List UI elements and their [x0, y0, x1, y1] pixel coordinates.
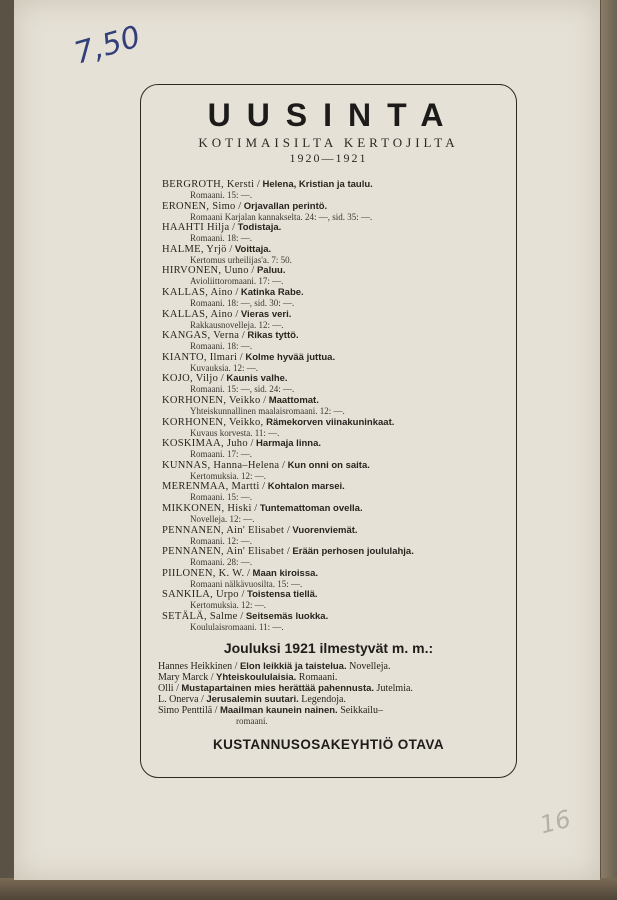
book-title: Harmaja linna.: [256, 438, 321, 450]
list-item: PENNANEN, Ain' Elisabet / Erään perhosen joululahja. Romaani. 28: —.: [162, 546, 507, 568]
list-item: MIKKONEN, Hiski / Tuntemattoman ovella. Novelleja. 12: —.: [162, 503, 507, 525]
author-name: HAAHTI Hilja: [162, 222, 230, 234]
author-name: KANGAS, Verna: [162, 330, 240, 342]
author-name: Simo Penttilä: [158, 705, 213, 716]
list-item: HALME, Yrjö / Voittaja. Kertomus urheilijas'a. 7: 50.: [162, 244, 507, 266]
book-details: Romaani. 17: —.: [190, 449, 252, 460]
author-name: KUNNAS, Hanna–Helena: [162, 459, 280, 471]
book-details: Rakkausnovelleja. 12: —.: [190, 319, 284, 330]
publisher-name: KUSTANNUSOSAKEYHTIÖ OTAVA: [212, 737, 444, 752]
book-title: Toistensa tiellä.: [246, 589, 318, 601]
upcoming-item: Olli / Mustapartainen mies herättää pahennusta. Jutelmia.: [158, 683, 413, 694]
list-item: KANGAS, Verna / Rikas tyttö. Romaani. 18: —.: [162, 330, 507, 352]
author-name: PIILONEN, K. W.: [162, 567, 245, 579]
author-name: L. Onerva: [158, 694, 199, 705]
book-title: Vuorenviemät.: [292, 524, 358, 536]
author-name: Hannes Heikkinen: [158, 661, 233, 672]
book-details: Romaani. 12: —.: [190, 535, 252, 546]
author-name: HALME, Yrjö: [162, 243, 227, 255]
book-details: Avioliittoromaani. 17: —.: [190, 276, 284, 287]
author-name: KALLAS, Aino: [162, 308, 233, 320]
list-item: KUNNAS, Hanna–Helena / Kun onni on saita. Kertomuksia. 12: —.: [162, 460, 507, 482]
book-title: Katinka Rabe.: [240, 286, 304, 298]
list-item: HIRVONEN, Uuno / Paluu. Avioliittoromaani. 17: —.: [162, 265, 507, 287]
book-details: Romaani Karjalan kannakselta. 24: —, sid. 35: —.: [190, 211, 373, 222]
author-name: KOSKIMAA, Juho: [162, 438, 248, 450]
author-name: Olli: [158, 683, 174, 694]
list-item: PENNANEN, Ain' Elisabet / Vuorenviemät. Romaani. 12: —.: [162, 525, 507, 547]
list-item: PIILONEN, K. W. / Maan kiroissa. Romaani nälkävuosilta. 15: —.: [162, 568, 507, 590]
handwritten-corner-mark: 16: [537, 804, 574, 840]
book-details: Romaani. 18: —.: [190, 341, 252, 352]
book-details: Romaani. 15: —, sid. 24: —.: [190, 384, 295, 395]
book-title: Vieras veri.: [240, 308, 292, 320]
author-name: Mary Marck: [158, 672, 209, 683]
book-title: Jerusalemin suutari.: [206, 694, 299, 705]
book-title: Helena, Kristian ja taulu.: [262, 179, 373, 190]
author-name: PENNANEN, Ain' Elisabet: [162, 546, 285, 558]
author-name: HIRVONEN, Uuno: [162, 265, 249, 277]
advertisement-frame: [140, 84, 517, 778]
book-title: Paluu.: [256, 265, 286, 277]
book-title: Maattomat.: [268, 394, 319, 406]
author-name: KORHONEN, Veikko: [162, 394, 261, 406]
author-name: KIANTO, Ilmari: [162, 351, 238, 363]
list-item: MERENMAA, Martti / Kohtalon marsei. Romaani. 15: —.: [162, 481, 507, 503]
author-name: MERENMAA, Martti: [162, 481, 260, 493]
genre: Legendoja.: [301, 694, 346, 705]
book-details: Kertomuksia. 12: —.: [190, 470, 266, 481]
book-title: Yhteiskoululaisia.: [216, 672, 297, 683]
upcoming-list: [158, 661, 508, 726]
author-name: BERGROTH, Kersti: [162, 179, 255, 190]
list-item: KOJO, Viljo / Kaunis valhe. Romaani. 15: —, sid. 24: —.: [162, 373, 507, 395]
book-title: Seitsemäs luokka.: [245, 610, 329, 622]
upcoming-item: Simo Penttilä / Maailman kaunein nainen. Seikkailu–: [158, 705, 383, 716]
years: 1920—1921: [289, 151, 368, 165]
upcoming-item: Mary Marck / Yhteiskoululaisia. Romaani.: [158, 672, 338, 683]
author-name: SANKILA, Urpo: [162, 589, 239, 601]
upcoming-item: Hannes Heikkinen / Elon leikkiä ja taistelua. Novelleja.: [158, 661, 391, 672]
book-title: Rämekorven viinakuninkaat.: [266, 416, 395, 428]
book-title: Todistaja.: [237, 222, 282, 234]
list-item: HAAHTI Hilja / Todistaja. Romaani. 18: —.: [162, 222, 507, 244]
book-title: Elon leikkiä ja taistelua.: [239, 661, 347, 672]
book-details: Romaani. 15: —.: [190, 190, 252, 200]
book-title: Kohtalon marsei.: [267, 481, 345, 493]
list-item: KIANTO, Ilmari / Kolme hyvää juttua. Kuvauksia. 12: —.: [162, 352, 507, 374]
book-details: Novelleja. 12: —.: [190, 513, 255, 524]
book-title: Voittaja.: [234, 243, 272, 255]
book-title: Erään perhosen joululahja.: [292, 546, 414, 558]
author-name: KOJO, Viljo: [162, 373, 219, 385]
genre: Novelleja.: [349, 661, 391, 672]
book-list: [162, 179, 507, 632]
handwritten-price: 7,50: [70, 19, 145, 72]
book-back-cover: [14, 0, 600, 880]
author-name: PENNANEN, Ain' Elisabet: [162, 524, 285, 536]
genre: Romaani.: [298, 672, 338, 683]
list-item: SETÄLÄ, Salme / Seitsemäs luokka. Koululaisromaani. 11: —.: [162, 611, 507, 633]
author-name: SETÄLÄ, Salme: [162, 610, 238, 622]
book-title: Kolme hyvää juttua.: [245, 351, 336, 363]
upcoming-item: L. Onerva / Jerusalemin suutari. Legendoja.: [158, 694, 346, 705]
book-title: Rikas tyttö.: [247, 330, 299, 342]
background-edge-right: [601, 0, 617, 900]
book-details: Kuvaus korvesta. 11: —.: [190, 427, 280, 438]
book-title: Mustapartainen mies herättää pahennusta.: [181, 683, 375, 694]
author-name: MIKKONEN, Hiski: [162, 502, 252, 514]
book-title: Kun onni on saita.: [287, 459, 370, 471]
list-item: KALLAS, Aino / Vieras veri. Rakkausnovelleja. 12: —.: [162, 309, 507, 331]
list-item: KALLAS, Aino / Katinka Rabe. Romaani. 18: —, sid. 30: —.: [162, 287, 507, 309]
book-title: Orjavallan perintö.: [243, 200, 328, 212]
book-details: Romaani. 15: —.: [190, 492, 252, 503]
list-item: KORHONEN, Veikko / Maattomat. Yhteiskunnallinen maalaisromaani. 12: —.: [162, 395, 507, 417]
book-title: Kaunis valhe.: [226, 373, 288, 385]
book-details: Kertomuksia. 12: —.: [190, 600, 266, 611]
book-title: Maan kiroissa.: [252, 567, 319, 579]
book-details: Romaani. 18: —, sid. 30: —.: [190, 297, 295, 308]
genre: Seikkailu–: [340, 705, 383, 716]
upcoming-heading: Jouluksi 1921 ilmestyvät m. m.:: [223, 640, 434, 656]
author-name: ERONEN, Simo: [162, 200, 236, 212]
subtitle: KOTIMAISILTA KERTOJILTA: [198, 135, 459, 150]
book-details: Romaani. 18: —.: [190, 233, 252, 244]
book-title: Maailman kaunein nainen.: [219, 705, 338, 716]
book-details: Kuvauksia. 12: —.: [190, 362, 258, 373]
book-details: Kertomus urheilijas'a. 7: 50.: [190, 254, 292, 265]
book-details: Romaani. 28: —.: [190, 557, 252, 568]
list-item: SANKILA, Urpo / Toistensa tiellä. Kertomuksia. 12: —.: [162, 589, 507, 611]
author-name: KORHONEN, Veikko,: [162, 416, 264, 428]
list-item: BERGROTH, Kersti / Helena, Kristian ja taulu. Romaani. 15: —.: [162, 179, 507, 201]
page-title: UUSINTA: [207, 97, 460, 133]
book-details: Yhteiskunnallinen maalaisromaani. 12: —.: [190, 405, 345, 416]
author-name: KALLAS, Aino: [162, 286, 233, 298]
book-details: Romaani nälkävuosilta. 15: —.: [190, 578, 303, 589]
genre-continuation: romaani.: [236, 716, 268, 726]
list-item: [162, 417, 507, 439]
list-item: ERONEN, Simo / Orjavallan perintö. Romaani Karjalan kannakselta. 24: —, sid. 35: —.: [162, 201, 507, 223]
list-item: KOSKIMAA, Juho / Harmaja linna. Romaani. 17: —.: [162, 438, 507, 460]
genre: Jutelmia.: [376, 683, 413, 694]
book-title: Tuntemattoman ovella.: [259, 502, 363, 514]
background-edge-bottom: [0, 878, 617, 900]
book-details: Koululaisromaani. 11: —.: [190, 621, 284, 632]
